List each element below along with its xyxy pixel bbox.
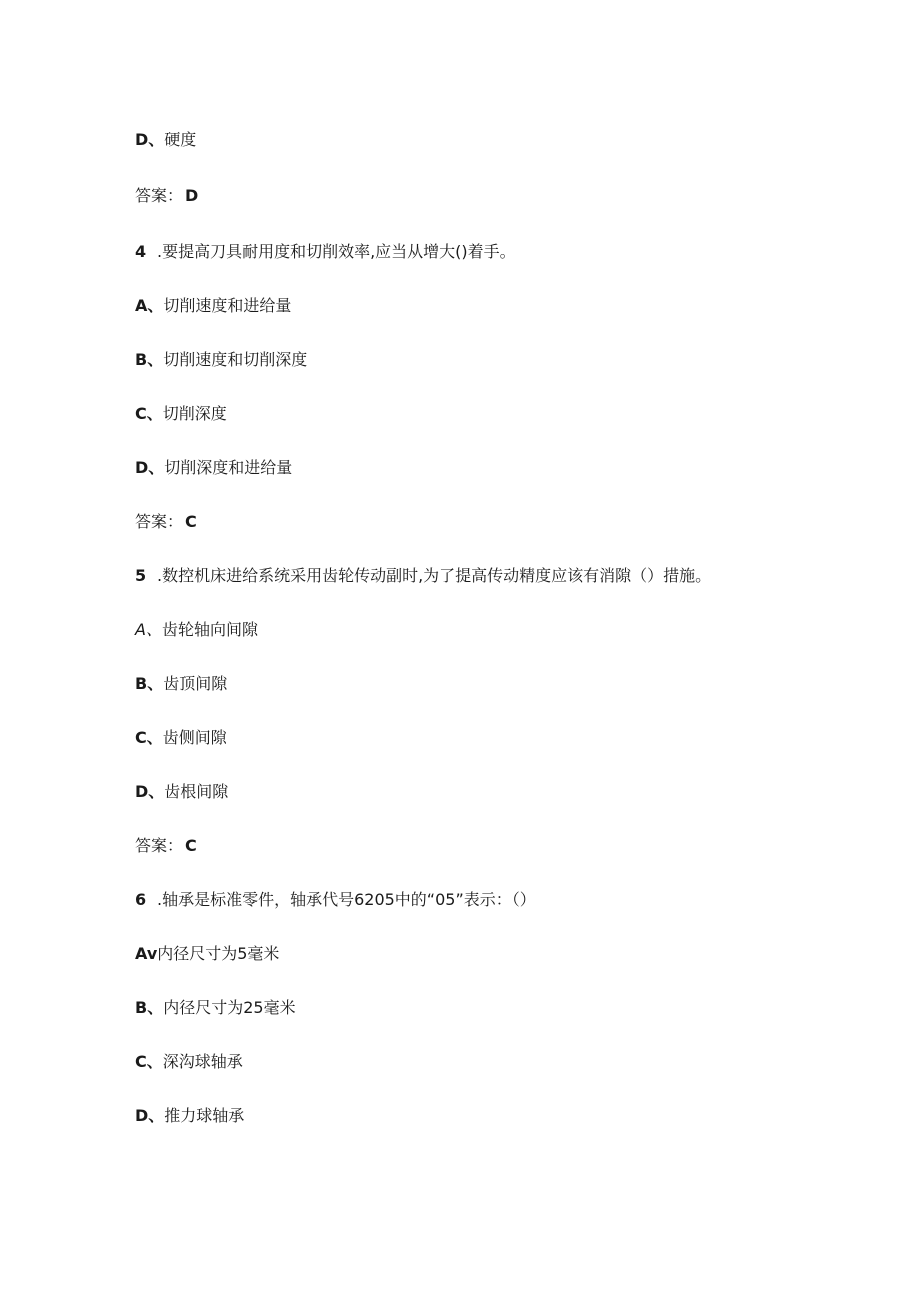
option-letter: D、 bbox=[135, 1106, 165, 1125]
option-text: 齿轮轴向间隙 bbox=[161, 620, 258, 639]
option-letter: B、 bbox=[135, 350, 164, 369]
answer-label: 答案： bbox=[135, 186, 184, 205]
option-a bbox=[135, 943, 279, 965]
option-letter: B、 bbox=[135, 674, 164, 693]
answer-label: 答案： bbox=[135, 512, 184, 531]
option-letter: A、 bbox=[135, 296, 164, 315]
option-text: 推力球轴承 bbox=[164, 1106, 245, 1125]
option-b bbox=[135, 673, 227, 695]
option-c bbox=[135, 727, 227, 749]
option-d bbox=[135, 1105, 244, 1127]
option-text: 硬度 bbox=[164, 130, 197, 149]
option-c bbox=[135, 1051, 243, 1073]
option-text: 切削速度和切削深度 bbox=[163, 350, 308, 369]
answer-line bbox=[135, 835, 197, 857]
question-4 bbox=[135, 241, 516, 263]
option-text: 内径尺寸为25毫米 bbox=[163, 998, 296, 1017]
option-text: 切削深度和进给量 bbox=[164, 458, 293, 477]
option-letter: C、 bbox=[135, 1052, 163, 1071]
question-5 bbox=[135, 565, 711, 587]
option-text: 齿根间隙 bbox=[164, 782, 229, 801]
answer-line bbox=[135, 511, 197, 533]
option-d bbox=[135, 781, 228, 803]
option-letter: A、 bbox=[135, 620, 162, 639]
question-number: 5 bbox=[135, 566, 147, 585]
option-text: 深沟球轴承 bbox=[162, 1052, 243, 1071]
option-text: 内径尺寸为5毫米 bbox=[157, 944, 280, 963]
answer-label: 答案： bbox=[135, 836, 184, 855]
answer-value: C bbox=[185, 512, 197, 531]
option-d bbox=[135, 129, 196, 151]
option-text: 齿侧间隙 bbox=[162, 728, 227, 747]
question-6 bbox=[135, 889, 536, 911]
option-letter: D、 bbox=[135, 458, 165, 477]
question-text: .要提高刀具耐用度和切削效率,应当从增大()着手。 bbox=[157, 242, 516, 261]
question-text: .轴承是标准零件，轴承代号6205中的“05”表示：（） bbox=[157, 890, 536, 909]
option-d bbox=[135, 457, 292, 479]
option-b bbox=[135, 349, 307, 371]
option-letter: C、 bbox=[135, 404, 163, 423]
answer-value: C bbox=[185, 836, 197, 855]
question-number: 4 bbox=[135, 242, 147, 261]
option-letter: C、 bbox=[135, 728, 163, 747]
answer-value: D bbox=[185, 186, 199, 205]
option-letter: Av bbox=[135, 944, 158, 963]
question-text: .数控机床进给系统采用齿轮传动副时,为了提高传动精度应该有消隙（）措施。 bbox=[157, 566, 712, 585]
option-text: 切削深度 bbox=[162, 404, 227, 423]
option-letter: D、 bbox=[135, 782, 165, 801]
option-c bbox=[135, 403, 227, 425]
answer-line bbox=[135, 185, 198, 207]
option-a bbox=[135, 295, 291, 317]
option-text: 齿顶间隙 bbox=[163, 674, 228, 693]
option-letter: D、 bbox=[135, 130, 165, 149]
question-number: 6 bbox=[135, 890, 147, 909]
option-text: 切削速度和进给量 bbox=[163, 296, 292, 315]
option-letter: B、 bbox=[135, 998, 164, 1017]
option-a bbox=[135, 619, 258, 641]
option-b bbox=[135, 997, 296, 1019]
